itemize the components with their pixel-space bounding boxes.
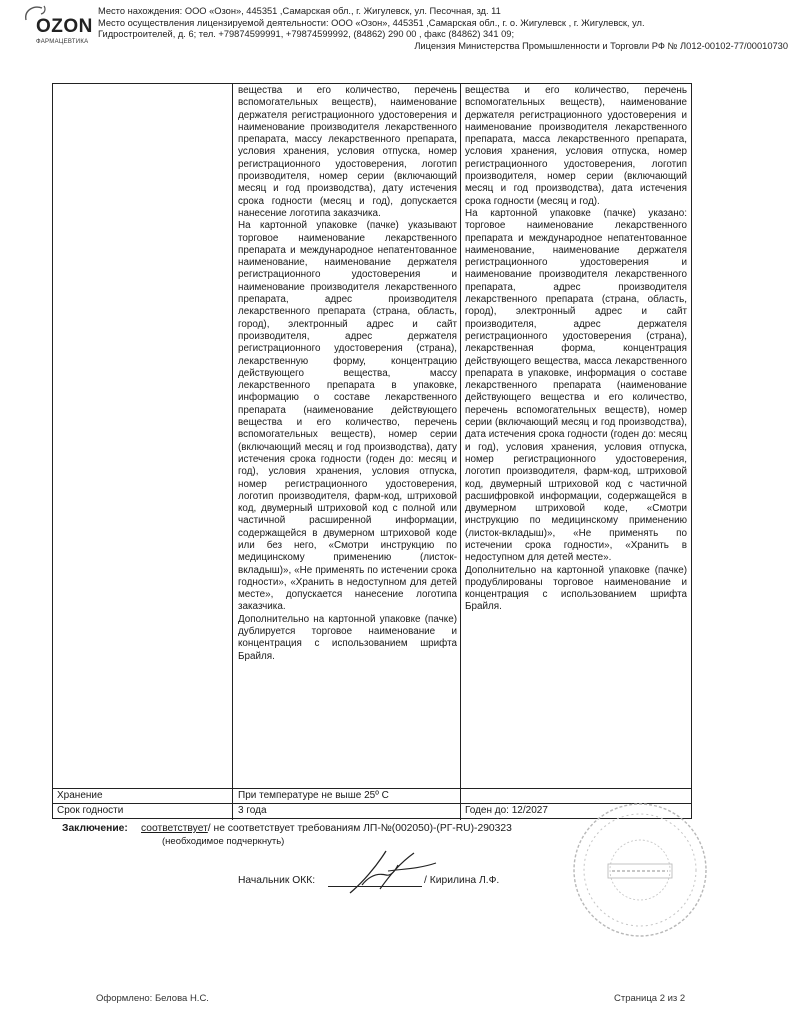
requirements-paragraph: вещества и его количество, перечень вспомогательных веществ), наименование держателя регистрационного удостоверения и наименование производителя лекарственного препарата, массу лекарственного препарата, условия хранения, условия отпуска, номер регистрационного удостоверения, логотип производителя, номер серии (включающий месяц и год производства), дату истечения срока годности (месяц и год), допускается нанесение логотипа заказчика. xyxy=(238,85,457,219)
storage-value: При температуре не выше 25º С xyxy=(238,790,389,801)
storage-label: Хранение xyxy=(57,790,103,801)
shelf-life-label: Срок годности xyxy=(57,805,124,816)
requirements-column xyxy=(238,85,457,663)
conclusion-note: (необходимое подчеркнуть) xyxy=(162,836,285,847)
table-divider xyxy=(460,84,461,820)
letterhead-contacts: Гидростроителей, д. 6; тел. +79874599991, +79874599992, (84862) 290 00 , факс (84862) 341 09; xyxy=(98,29,515,39)
requirements-paragraph: На картонной упаковке (пачке) указывают торговое наименование лекарственного препарата и международное непатентованное наименование, наименование держателя регистрационного удостоверения и наименование производителя лекарственного препарата, адрес производителя лекарственного препарата (страна, область, город), электронный адрес и сайт производителя, адрес держателя регистрационного удостоверения (страна), лекарственную форму, концентрацию действующего вещества, массу лекарственного препарата в упаковке, информацию о составе лекарственного препарата (наименование действующего вещества и его количество, перечень вспомогательных веществ), номер серии (включающий месяц и год производства), дату истечения срока годности (годен до: месяц и год), условия хранения, условия отпуска, номер регистрационного удостоверения, логотип производителя, фарм-код, штриховой код, двумерный штриховой код с полной или частичной расширенной информации, содержащейся в двумерном штриховой коде или без него, «Смотри инструкцию по медицинскому применению (листок-вкладыш)», «Не применять по истечении срока годности», «Хранить в недоступном для детей месте», допускается нанесение логотипа заказчика. xyxy=(238,220,457,613)
letterhead-address: Место нахождения: ООО «Озон», 445351 ,Самарская обл., г. Жигулевск, ул. Песочная, зд. 11 xyxy=(98,6,501,16)
page-number: Страница 2 из 2 xyxy=(614,993,686,1004)
results-paragraph: На картонной упаковке (пачке) указано: торговое наименование лекарственного препарата и международное непатентованное наименование, наименование держателя регистрационного удостоверения и наименование производителя лекарственного препарата, адрес производителя лекарственного препарата (страна, область, город), электронный адрес и сайт производителя, адрес держателя регистрационного удостоверения (страна), лекарственная форма, концентрация действующего вещества, масса лекарственного препарата в упаковке, информация о составе лекарственного препарата (наименование действующего вещества и его количество, перечень вспомогательных веществ), номер серии (включающий месяц и год производства), дата истечения срока годности (годен до: месяц и год), условия хранения, условия отпуска, номер регистрационного удостоверения, логотип производителя, фарм-код, штриховой код, двумерный штриховой код с частичной расшифровкой информации, содержащейся в двумерном штриховой коде, «Смотри инструкцию по медицинскому применению (листок-вкладыш)», «Не применять по истечении срока годности», «Хранить в недоступном для детей месте». xyxy=(465,207,687,564)
conclusion-line xyxy=(62,823,512,835)
shelf-life-value: 3 года xyxy=(238,805,267,816)
logo-subtitle: ФАРМАЦЕВТИКА xyxy=(36,39,89,45)
prepared-by: Оформлено: Белова Н.С. xyxy=(96,993,209,1004)
conclusion-rest: / не соответствует требованиям ЛП-№(002050)-(РГ-RU)-290323 xyxy=(207,823,512,834)
actual-results-column xyxy=(465,85,687,614)
handwritten-signature xyxy=(340,845,440,900)
signature-label: Начальник ОКК: xyxy=(238,875,316,886)
logo-name: OZON xyxy=(36,16,93,37)
conclusion-complies: соответствует xyxy=(141,823,208,834)
table-divider xyxy=(53,788,691,789)
table-divider xyxy=(232,84,233,820)
specification-table xyxy=(52,83,692,819)
shelf-life-actual: Годен до: 12/2027 xyxy=(465,805,548,816)
company-logo xyxy=(20,4,94,48)
signatory-name: / Кирилина Л.Ф. xyxy=(424,875,500,886)
letterhead-license: Лицензия Министерства Промышленности и Торговли РФ № Л012-00102-77/00010730 xyxy=(414,40,788,51)
results-paragraph: Дополнительно на картонной упаковке (пачке) продублированы торговое наименование и концентрация с использованием шрифта Брайля. xyxy=(465,564,687,613)
stamp-seal xyxy=(560,790,720,950)
requirements-paragraph: Дополнительно на картонной упаковке (пачке) дублируется торговое наименование и концентрация с использованием шрифта Брайля. xyxy=(238,613,457,662)
letterhead xyxy=(98,6,788,52)
letterhead-activity-address: Место осуществления лицензируемой деятельности: ООО «Озон», 445351 ,Самарская обл., г. о. Жигулевск , г. Жигулевск, ул. xyxy=(98,17,645,28)
results-paragraph: вещества и его количество, перечень вспомогательных веществ), наименование держателя регистрационного удостоверения и наименование производителя лекарственного препарата, масса лекарственного препарата, условия хранения, условия отпуска, номер регистрационного удостоверения, логотип производителя, номер серии (включающий месяц и год производства), дата истечения срока годности (месяц и год). xyxy=(465,85,687,207)
conclusion-label: Заключение: xyxy=(62,823,128,834)
